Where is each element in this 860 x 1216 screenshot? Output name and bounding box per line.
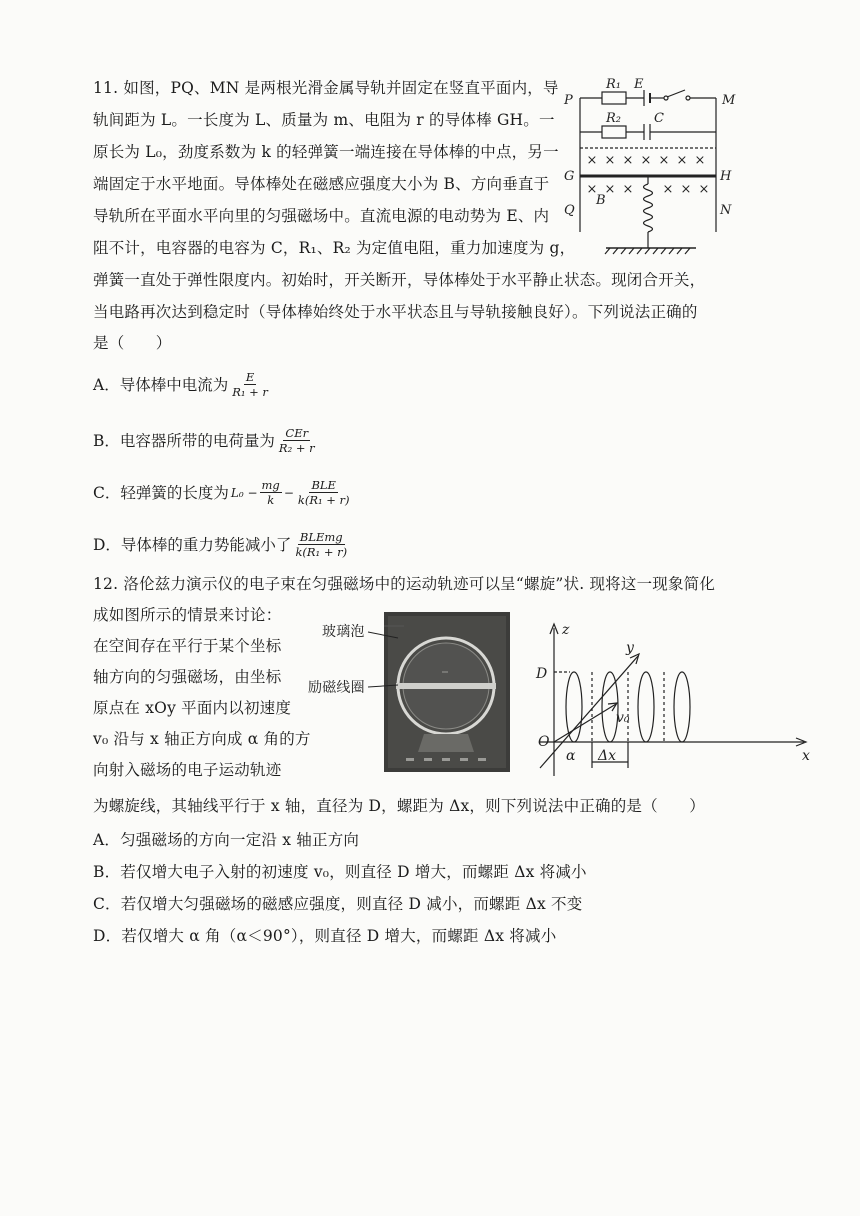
q11-option-b-text: B．电容器所带的电荷量为 xyxy=(93,431,275,450)
q11-line-3: 原长为 L₀，劲度系数为 k 的轻弹簧一端连接在导体棒的中点，另一 xyxy=(93,143,559,161)
spring xyxy=(644,184,653,232)
fraction-denominator: k(R₁ + r) xyxy=(297,493,350,507)
q12-option-b: B．若仅增大电子入射的初速度 v₀，则直径 D 增大，而螺距 Δx 将减小 xyxy=(93,863,587,881)
q12-option-d: D．若仅增大 α 角（α＜90°），则直径 D 增大，而螺距 Δx 将减小 xyxy=(93,927,557,945)
label-v0: v₀ xyxy=(616,710,630,726)
svg-text:×: × xyxy=(622,153,634,168)
q11-line-4: 端固定于水平地面。导体棒处在磁感应强度大小为 B、方向垂直于 xyxy=(93,175,550,193)
q12-option-a: A．匀强磁场的方向一定沿 x 轴正方向 xyxy=(93,831,360,849)
q11-option-c-minus: − xyxy=(283,485,294,500)
label-h: H xyxy=(720,169,732,184)
svg-text:×: × xyxy=(640,153,652,168)
resistor-r1 xyxy=(602,92,626,104)
lorentz-apparatus-photo xyxy=(384,612,510,772)
fraction-denominator: k xyxy=(267,493,275,507)
label-alpha: α xyxy=(566,748,576,764)
svg-text:×: × xyxy=(676,153,688,168)
q12-line-4: 轴方向的匀强磁场，由坐标 xyxy=(93,668,282,686)
svg-text:×: × xyxy=(694,153,706,168)
label-y: y xyxy=(626,640,634,656)
q11-option-b xyxy=(93,426,317,455)
q12-line-2: 成如图所示的情景来讨论： xyxy=(93,606,282,624)
fraction-denominator: R₁ + r xyxy=(232,385,268,399)
switch-blade xyxy=(667,90,685,97)
svg-text:×: × xyxy=(604,182,616,197)
q11-line-7: 弹簧一直处于弹性限度内。初始时，开关断开，导体棒处于水平静止状态。现闭合开关， xyxy=(93,271,706,289)
label-c: C xyxy=(654,111,664,126)
resistor-r2 xyxy=(602,126,626,138)
label-e: E xyxy=(634,77,644,92)
label-p: P xyxy=(564,93,573,108)
v0-arrow xyxy=(554,704,616,742)
q11-line-5: 导轨所在平面水平向里的匀强磁场中。直流电源的电动势为 E、内 xyxy=(93,207,550,225)
svg-text:×: × xyxy=(698,182,710,197)
q11-option-c xyxy=(93,478,352,507)
q12-line-5: 原点在 xOy 平面内以初速度 xyxy=(93,699,292,717)
label-x: x xyxy=(802,748,810,764)
fraction-denominator: R₂ + r xyxy=(278,441,315,455)
photo-label-coil: 励磁线圈 xyxy=(308,680,365,696)
fraction-numerator: CEr xyxy=(285,426,309,440)
q11-option-c-fraction-2 xyxy=(296,478,352,507)
label-r2: R₂ xyxy=(606,111,621,126)
q12-line-8: 为螺旋线，其轴线平行于 x 轴，直径为 D，螺距为 Δx，则下列说法中正确的是（ ） xyxy=(93,797,705,815)
svg-text:×: × xyxy=(658,153,670,168)
coil-bar xyxy=(396,683,496,689)
q11-circuit-figure xyxy=(560,72,750,272)
q11-option-a-fraction xyxy=(230,370,270,399)
q12-line-1: 12. 洛伦兹力演示仪的电子束在匀强磁场中的运动轨迹可以呈“螺旋”状. 现将这一现象简化 xyxy=(93,575,716,593)
q11-line-8: 当电路再次达到稳定时（导体棒始终处于水平状态且与导轨接触良好）。下列说法正确的 xyxy=(93,303,698,321)
label-b: B xyxy=(596,193,606,208)
q11-option-b-fraction xyxy=(277,426,317,455)
fraction-numerator: E xyxy=(245,370,255,384)
label-origin: O xyxy=(538,734,550,750)
label-g: G xyxy=(564,169,575,184)
q11-option-d xyxy=(93,530,349,559)
svg-text:×: × xyxy=(662,182,674,197)
q11-option-c-l0: L₀ − xyxy=(230,485,258,500)
fraction-numerator: BLEmg xyxy=(299,530,343,544)
q11-option-c-fraction-1 xyxy=(260,478,282,507)
helix-hidden-parts xyxy=(592,672,664,742)
photo-label-bulb: 玻璃泡 xyxy=(322,624,365,640)
q11-line-9: 是（ ） xyxy=(93,334,172,352)
label-m: M xyxy=(722,93,736,108)
q12-option-c: C．若仅增大匀强磁场的磁感应强度，则直径 D 减小，而螺距 Δx 不变 xyxy=(93,895,583,913)
svg-text:×: × xyxy=(586,153,598,168)
helix-trajectory xyxy=(566,672,690,742)
svg-text:×: × xyxy=(622,182,634,197)
label-z: z xyxy=(562,622,570,638)
q11-option-a xyxy=(93,370,270,399)
q12-line-6: v₀ 沿与 x 轴正方向成 α 角的方 xyxy=(93,730,311,748)
q11-option-a-text: A．导体棒中电流为 xyxy=(93,375,229,394)
svg-text:×: × xyxy=(680,182,692,197)
q11-line-1: 11. 如图，PQ、MN 是两根光滑金属导轨并固定在竖直平面内，导 xyxy=(93,79,559,97)
fraction-denominator: k(R₁ + r) xyxy=(295,545,348,559)
q12-line-7: 向射入磁场的电子运动轨迹 xyxy=(93,761,282,779)
q11-option-c-text: C．轻弹簧的长度为 xyxy=(93,483,229,502)
q12-line-3: 在空间存在平行于某个坐标 xyxy=(93,637,282,655)
q11-line-2: 轨间距为 L。一长度为 L、质量为 m、电阻为 r 的导体棒 GH。一 xyxy=(93,111,555,129)
fraction-numerator: BLE xyxy=(311,478,336,492)
label-delta-x: Δx xyxy=(598,748,617,764)
photo-leader-lines xyxy=(360,620,400,700)
svg-text:×: × xyxy=(586,182,598,197)
fraction-numerator: mg xyxy=(261,478,280,492)
svg-text:×: × xyxy=(604,153,616,168)
helix-axes-figure xyxy=(530,618,820,778)
label-d: D xyxy=(536,666,548,682)
q11-option-d-text: D．导体棒的重力势能减小了 xyxy=(93,535,292,554)
label-n: N xyxy=(720,203,732,218)
q11-line-6: 阻不计，电容器的电容为 C，R₁、R₂ 为定值电阻，重力加速度为 g， xyxy=(93,239,576,257)
label-r1: R₁ xyxy=(606,77,621,92)
label-q: Q xyxy=(564,203,575,218)
q11-option-d-fraction xyxy=(293,530,349,559)
